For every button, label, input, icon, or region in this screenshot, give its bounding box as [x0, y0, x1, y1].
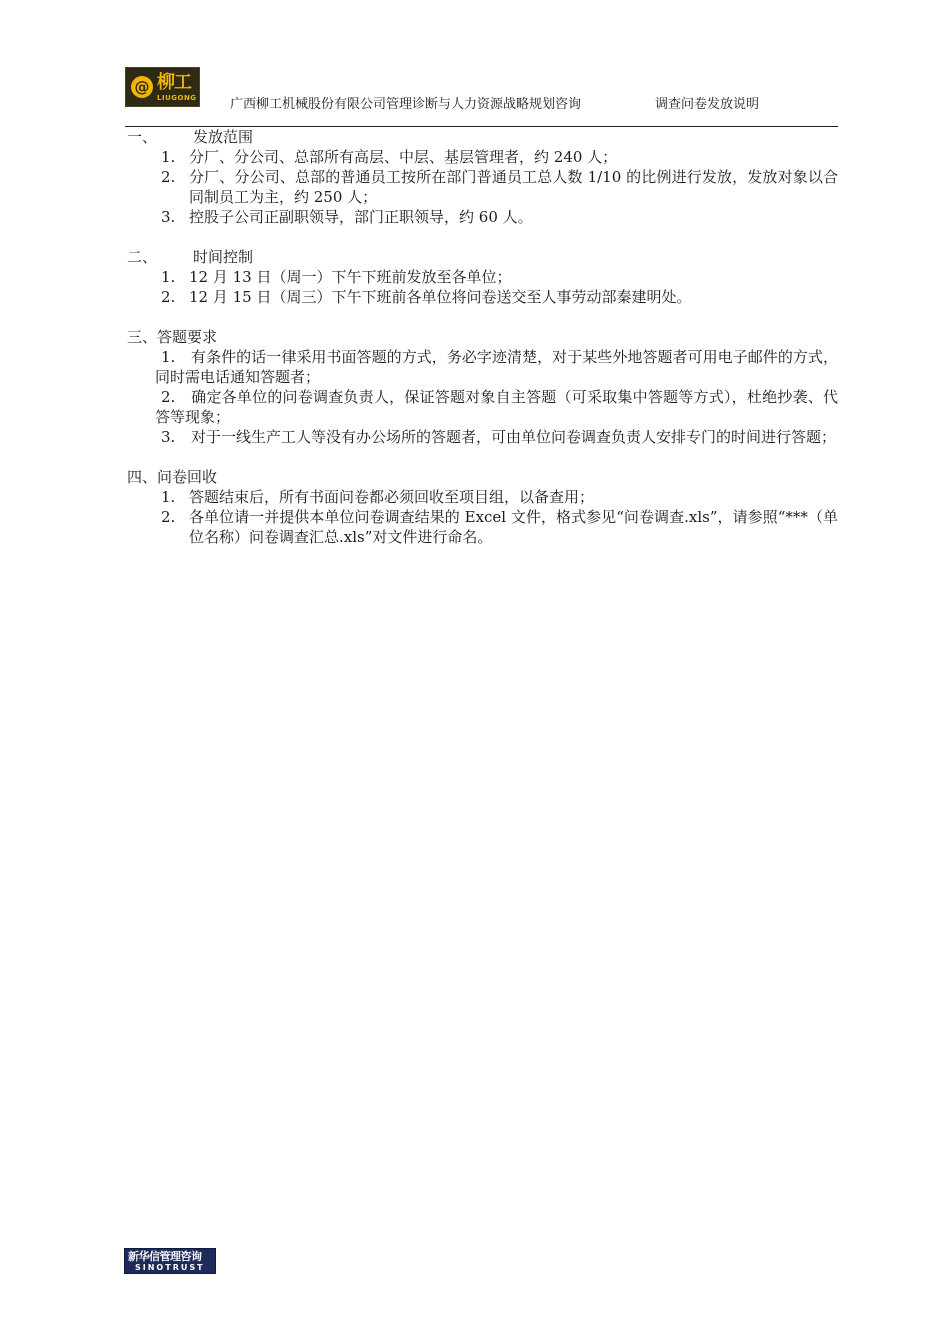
list-item — [127, 267, 838, 287]
item-text: 有条件的话一律采用书面答题的方式，务必字迹清楚，对于某些外地答题者可用电子邮件的方式，同时需电话通知答题者； — [155, 348, 838, 386]
item-number: 2. — [161, 288, 176, 306]
item-text: 对于一线生产工人等没有办公场所的答题者，可由单位问卷调查负责人安排专门的时间进行答题； — [191, 428, 837, 446]
section-title: 答题要求 — [157, 328, 218, 346]
section-title: 发放范围 — [193, 128, 254, 146]
item-text: 确定各单位的问卷调查负责人，保证答题对象自主答题（可采取集中答题等方式），杜绝抄袭、代答等现象； — [155, 388, 838, 426]
header-company: 广西柳工机械股份有限公司管理诊断与人力资源战略规划咨询 — [230, 97, 582, 112]
section-time-control — [127, 247, 838, 307]
paragraph-item — [127, 347, 838, 387]
section-heading — [127, 467, 838, 487]
header-doc-title: 调查问卷发放说明 — [655, 97, 760, 112]
list-item — [127, 147, 838, 167]
item-text: 分厂、分公司、总部的普通员工按所在部门普通员工总人数 1/10 的比例进行发放，发放对象以合同制员工为主，约 250 人； — [189, 168, 838, 206]
section-title: 问卷回收 — [157, 468, 218, 486]
item-text: 12 月 15 日（周三）下午下班前各单位将问卷送交至人事劳动部秦建明处。 — [189, 288, 692, 306]
section-distribution-scope — [127, 127, 838, 227]
item-text: 答题结束后，所有书面问卷都必须回收至项目组，以备查用； — [189, 488, 595, 506]
item-text: 分厂、分公司、总部所有高层、中层、基层管理者，约 240 人； — [189, 148, 618, 166]
liugong-logo-cn: 柳工 — [157, 72, 191, 93]
list-item — [127, 207, 838, 227]
item-number: 1. — [161, 488, 176, 506]
paragraph-item — [127, 387, 838, 427]
section-answer-requirements — [127, 327, 838, 447]
item-number: 1. — [161, 268, 176, 286]
liugong-logo-en: LIUGONG — [157, 94, 197, 102]
item-number: 2. — [161, 388, 176, 406]
section-title: 时间控制 — [193, 248, 254, 266]
item-number: 1. — [161, 148, 176, 166]
liugong-logo-mark: @ — [131, 76, 153, 98]
item-text: 控股子公司正副职领导，部门正职领导，约 60 人。 — [189, 208, 533, 226]
item-number: 2. — [161, 168, 176, 186]
item-number: 1. — [161, 348, 176, 366]
section-number: 一、 — [127, 128, 158, 146]
sinotrust-logo — [124, 1248, 216, 1274]
list-item — [127, 487, 838, 507]
item-number: 2. — [161, 508, 176, 526]
section-heading — [127, 327, 838, 347]
document-body — [127, 127, 838, 567]
sinotrust-logo-cn: 新华信管理咨询 — [128, 1250, 202, 1263]
item-number: 3. — [161, 428, 176, 446]
section-number: 二、 — [127, 248, 158, 266]
section-number: 三、 — [127, 328, 158, 346]
section-heading — [127, 247, 838, 267]
section-number: 四、 — [127, 468, 158, 486]
list-item — [127, 287, 838, 307]
section-heading — [127, 127, 838, 147]
item-number: 3. — [161, 208, 176, 226]
list-item — [127, 167, 838, 207]
item-text: 12 月 13 日（周一）下午下班前发放至各单位； — [189, 268, 512, 286]
paragraph-item — [127, 427, 838, 447]
sinotrust-logo-en: SINOTRUST — [135, 1263, 205, 1272]
list-item — [127, 507, 838, 547]
liugong-logo — [125, 67, 200, 107]
item-text: 各单位请一并提供本单位问卷调查结果的 Excel 文件，格式参见“问卷调查.xls”，请参照“***（单位名称）问卷调查汇总.xls”对文件进行命名。 — [189, 508, 838, 546]
section-questionnaire-collection — [127, 467, 838, 547]
